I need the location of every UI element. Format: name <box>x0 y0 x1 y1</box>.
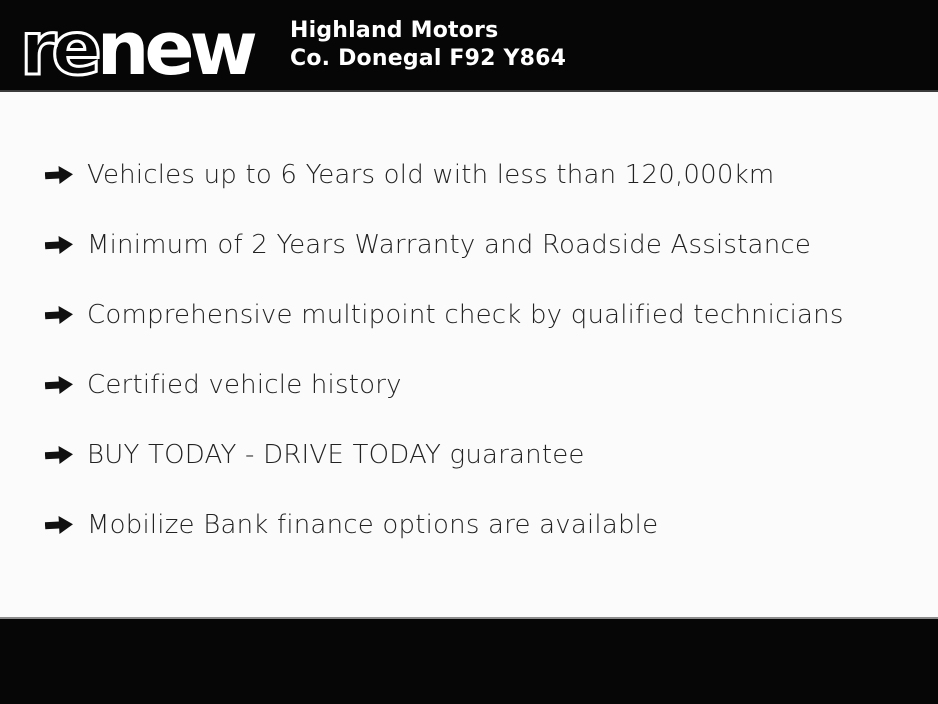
benefit-row <box>45 438 918 472</box>
logo-solid-text: new <box>96 8 253 82</box>
logo-outline-text: re <box>20 8 97 82</box>
svg-text:renew <box>20 8 256 82</box>
benefit-label: BUY TODAY - DRIVE TODAY guarantee <box>87 440 585 470</box>
dealer-address: Co. Donegal F92 Y864 <box>290 46 567 71</box>
benefit-row <box>45 508 918 542</box>
benefit-label: Minimum of 2 Years Warranty and Roadside Assistance <box>87 230 812 260</box>
header-bar <box>0 0 938 92</box>
right-arrow-icon <box>44 232 74 257</box>
renew-logo <box>20 8 272 82</box>
benefits-list <box>0 92 938 617</box>
benefit-row <box>45 298 918 332</box>
benefit-label: Vehicles up to 6 Years old with less than 120,000km <box>87 160 775 190</box>
right-arrow-icon <box>44 512 74 537</box>
benefit-label: Certified vehicle history <box>87 370 402 400</box>
dealer-name: Highland Motors <box>290 18 499 43</box>
benefit-label: Comprehensive multipoint check by qualified technicians <box>87 300 844 330</box>
right-arrow-icon <box>44 372 74 397</box>
right-arrow-icon <box>44 162 74 187</box>
benefit-label: Mobilize Bank finance options are available <box>87 510 659 540</box>
right-arrow-icon <box>44 442 74 467</box>
dealer-info <box>290 17 566 73</box>
footer-bar <box>0 617 938 704</box>
benefit-row <box>45 228 918 262</box>
right-arrow-icon <box>44 302 74 327</box>
benefit-row <box>45 158 918 192</box>
benefit-row <box>45 368 918 402</box>
